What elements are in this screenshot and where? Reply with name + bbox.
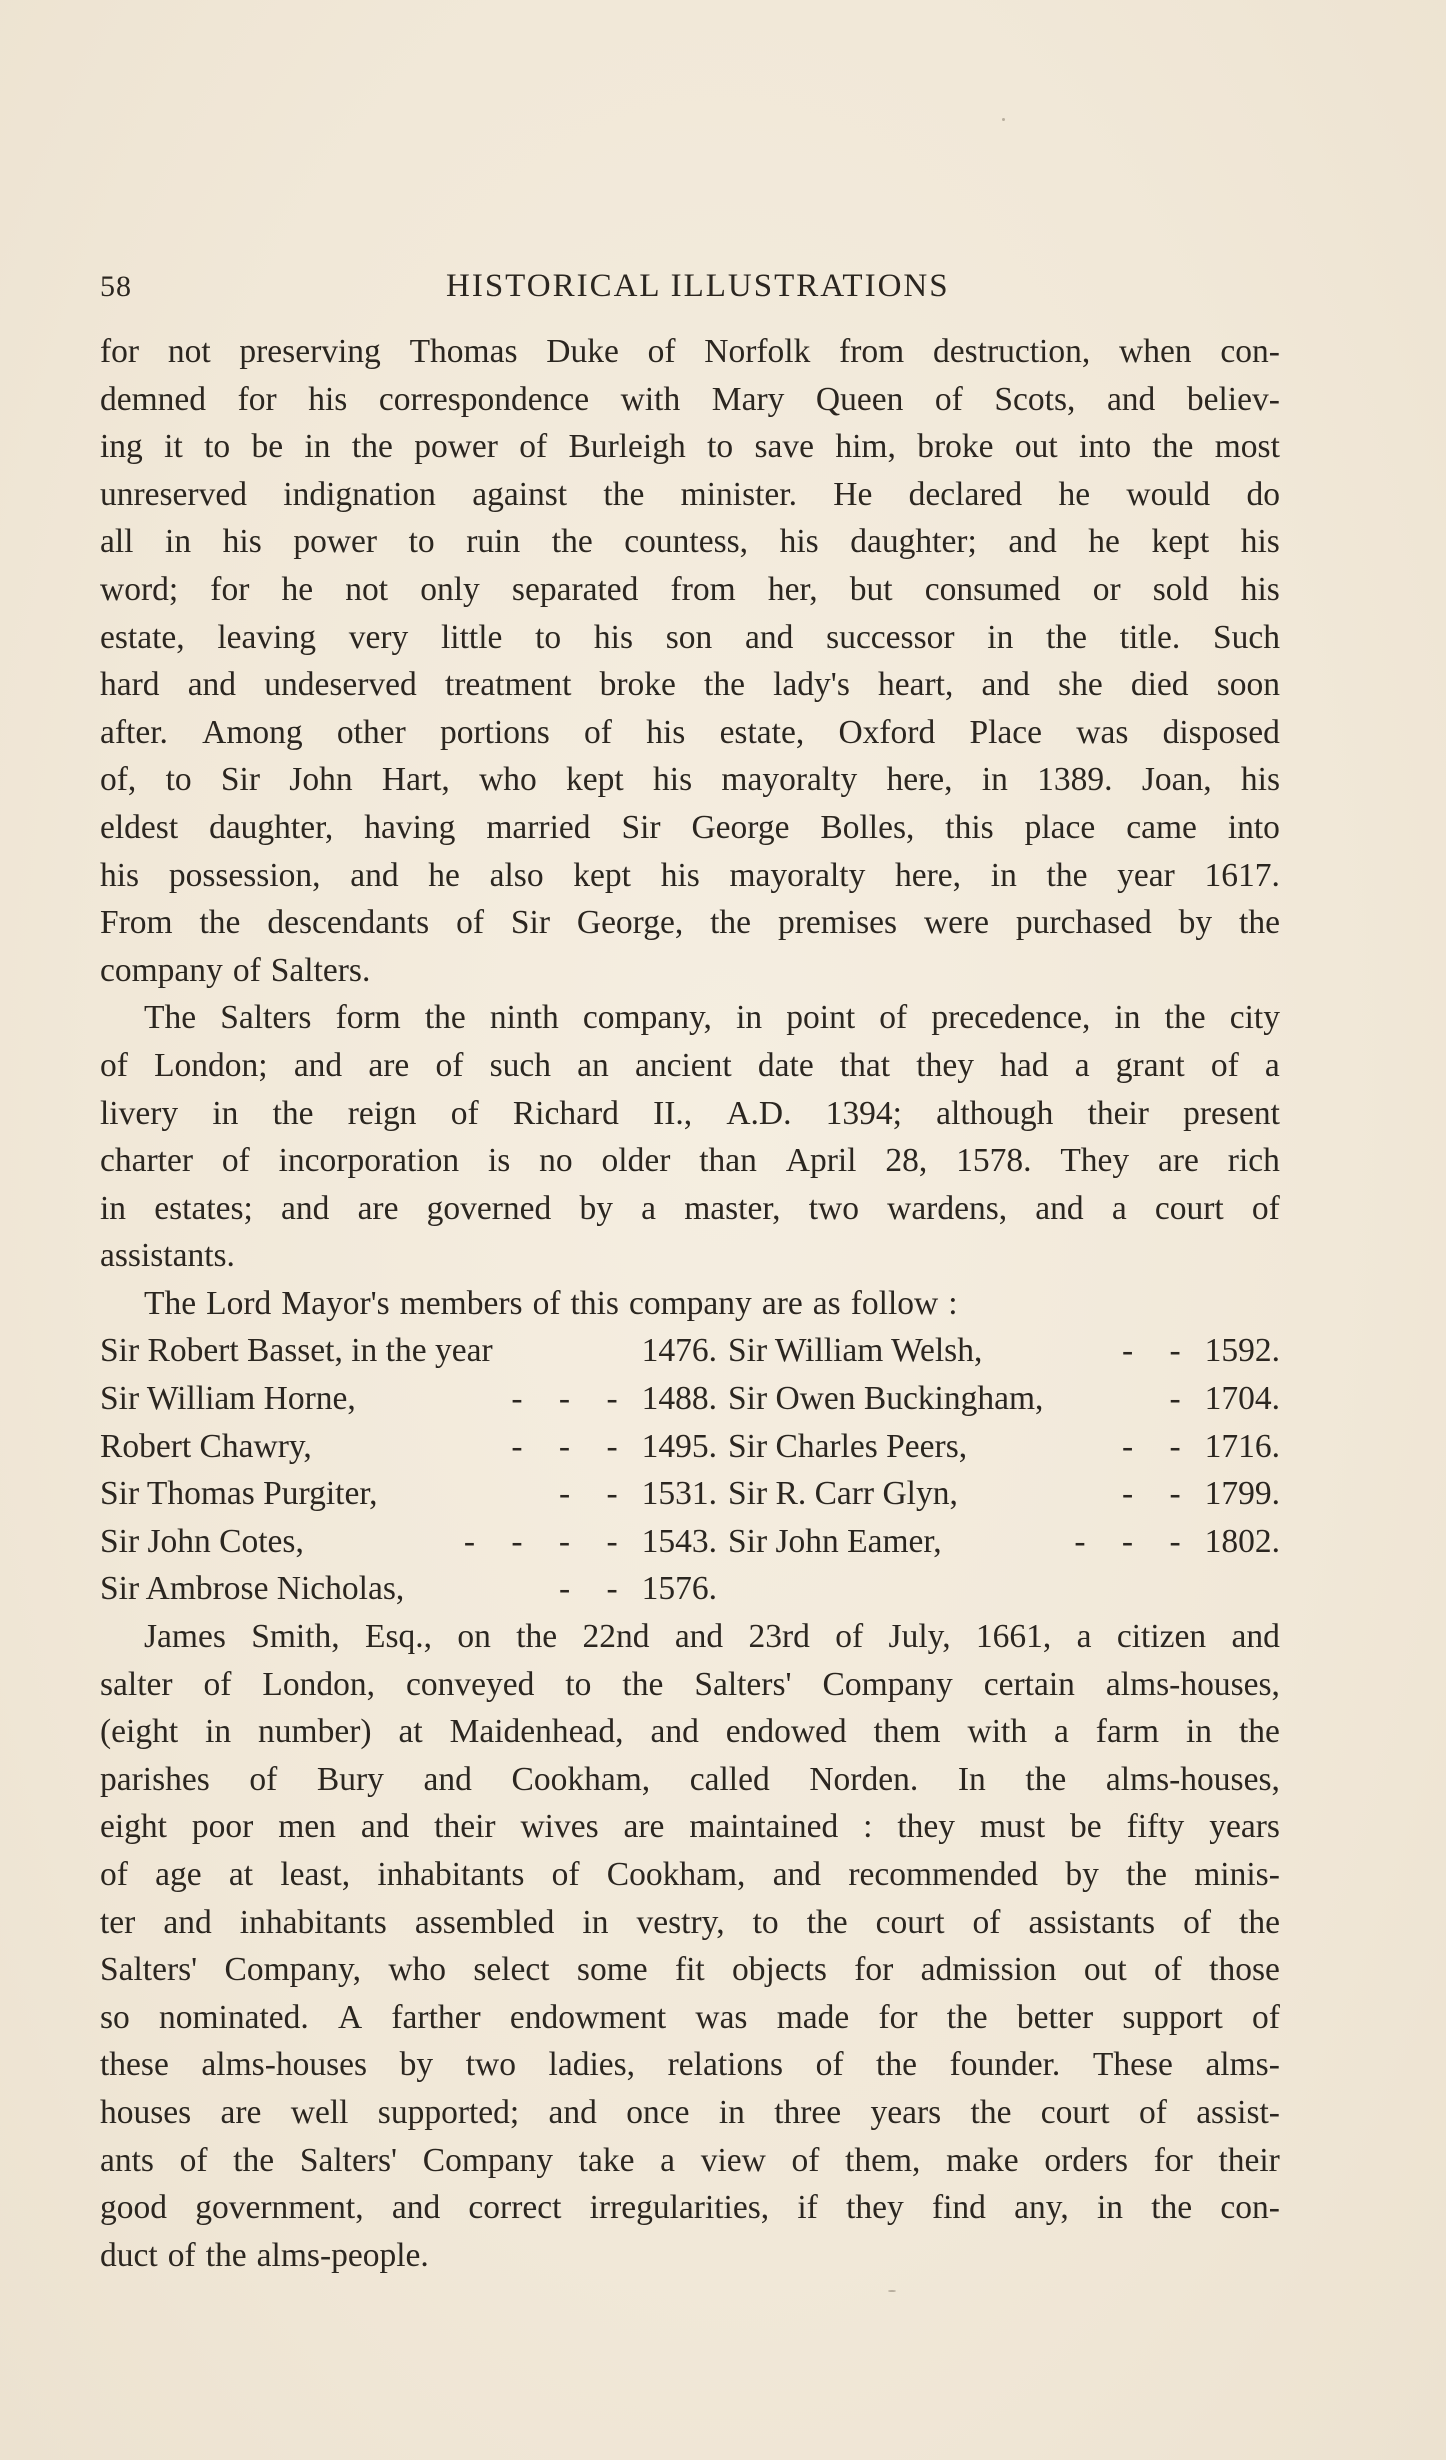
paragraph-1-line: hard and undeserved treatment broke the lady's heart, and she died soon — [100, 666, 1280, 704]
mayor-dashes: - - - — [511, 1380, 632, 1418]
paragraph-3-line: (eight in number) at Maidenhead, and endowed them with a farm in the — [100, 1713, 1280, 1751]
mayor-year: 1543. — [641, 1522, 717, 1560]
paragraph-3-line: parishes of Bury and Cookham, called Norden. In the alms-houses, — [100, 1760, 1280, 1798]
paragraph-3-line: James Smith, Esq., on the 22nd and 23rd of July, 1661, a citizen and — [144, 1618, 1280, 1656]
paragraph-1-line: unreserved indignation against the minister. He declared he would do — [100, 475, 1280, 513]
paragraph-2-line: of London; and are of such an ancient date that they had a grant of a — [100, 1046, 1280, 1084]
mayor-list-row — [100, 1565, 1280, 1613]
paragraph-3-line: ter and inhabitants assembled in vestry, to the court of assistants of the — [100, 1903, 1280, 1941]
paragraph-2-line: charter of incorporation is no older than April 28, 1578. They are rich — [100, 1142, 1280, 1180]
mayor-entry — [728, 1375, 1280, 1423]
paragraph-3-line: these alms-houses by two ladies, relations of the founder. These alms- — [100, 2046, 1280, 2084]
mayor-year: 1476. — [641, 1332, 717, 1370]
paragraph-1-line: company of Salters. — [100, 951, 371, 989]
paragraph-1-line: ing it to be in the power of Burleigh to save him, broke out into the most — [100, 428, 1280, 466]
mayor-year: 1488. — [641, 1380, 717, 1418]
mayor-year: 1799. — [1204, 1475, 1280, 1513]
paragraph-3-line: ants of the Salters' Company take a view of them, make orders for their — [100, 2141, 1280, 2179]
paragraph-2-line: in estates; and are governed by a master, two wardens, and a court of — [100, 1189, 1280, 1227]
mayor-dashes: - - — [558, 1475, 632, 1513]
mayor-entry — [728, 1327, 1280, 1375]
mayor-dashes — [493, 1327, 642, 1375]
mayor-dashes: - - — [558, 1570, 632, 1608]
mayor-name: Sir William Welsh, — [728, 1332, 983, 1370]
mayor-list-row — [100, 1470, 1280, 1518]
paragraph-1-line: after. Among other portions of his estate, Oxford Place was disposed — [100, 713, 1280, 751]
mayor-dashes: - - - — [1074, 1522, 1195, 1560]
mayor-dashes: - - - - — [463, 1522, 632, 1560]
mayor-dashes: - - — [1121, 1475, 1195, 1513]
paragraph-3-line: houses are well supported; and once in three years the court of assist- — [100, 2093, 1280, 2131]
mayor-entry — [728, 1423, 1280, 1471]
mayor-name: Sir John Cotes, — [100, 1522, 304, 1560]
mayor-name: Sir R. Carr Glyn, — [728, 1475, 958, 1513]
mayor-year: 1576. — [641, 1570, 717, 1608]
paragraph-3-line: Salters' Company, who select some fit objects for admission out of those — [100, 1951, 1280, 1989]
paragraph-3-line: salter of London, conveyed to the Salters' Company certain alms-houses, — [100, 1665, 1280, 1703]
mayor-year: 1704. — [1204, 1380, 1280, 1418]
mayor-list-row — [100, 1375, 1280, 1423]
mayor-entry — [100, 1423, 717, 1471]
mayor-list-row — [100, 1518, 1280, 1566]
mayor-name: Sir Robert Basset, in the year — [100, 1332, 493, 1370]
mayor-year: 1495. — [641, 1427, 717, 1465]
mayor-entry — [100, 1565, 717, 1613]
mayor-dashes: - - - — [511, 1427, 632, 1465]
mayor-dashes: - — [1169, 1380, 1195, 1418]
mayor-entry — [100, 1518, 717, 1566]
paragraph-3-line: so nominated. A farther endowment was made for the better support of — [100, 1998, 1280, 2036]
mayor-entry — [100, 1470, 717, 1518]
paragraph-1-line: eldest daughter, having married Sir George Bolles, this place came into — [100, 808, 1280, 846]
mayor-year: 1802. — [1204, 1522, 1280, 1560]
paragraph-1-line: estate, leaving very little to his son and successor in the title. Such — [100, 618, 1280, 656]
mayor-dashes: - - — [1121, 1332, 1195, 1370]
mayor-dashes: - - — [1121, 1427, 1195, 1465]
paragraph-2-line: The Salters form the ninth company, in point of precedence, in the city — [144, 999, 1280, 1037]
paragraph-1-line: his possession, and he also kept his mayoralty here, in the year 1617. — [100, 856, 1280, 894]
mayor-year: 1716. — [1204, 1427, 1280, 1465]
paragraph-1-line: of, to Sir John Hart, who kept his mayoralty here, in 1389. Joan, his — [100, 761, 1280, 799]
mayor-name: Robert Chawry, — [100, 1427, 312, 1465]
running-title: HISTORICAL ILLUSTRATIONS — [446, 268, 950, 304]
paragraph-3-line: duct of the alms-people. — [100, 2236, 429, 2274]
page-header — [100, 262, 1280, 312]
mayor-name: Sir Ambrose Nicholas, — [100, 1570, 405, 1608]
mayor-entry — [100, 1327, 717, 1375]
list-intro: The Lord Mayor's members of this company are as follow : — [144, 1284, 958, 1322]
paragraph-1-line: From the descendants of Sir George, the premises were purchased by the — [100, 904, 1280, 942]
mayor-entry — [100, 1375, 717, 1423]
mayor-name: Sir John Eamer, — [728, 1522, 942, 1560]
paragraph-1-line: demned for his correspondence with Mary Queen of Scots, and believ- — [100, 380, 1280, 418]
mayor-year: 1592. — [1204, 1332, 1280, 1370]
mayor-entry — [728, 1470, 1280, 1518]
paragraph-1-line: word; for he not only separated from her, but consumed or sold his — [100, 570, 1280, 608]
page-number: 58 — [100, 270, 132, 303]
mayor-name: Sir William Horne, — [100, 1380, 356, 1418]
mayor-list-row — [100, 1423, 1280, 1471]
mayor-name: Sir Owen Buckingham, — [728, 1380, 1044, 1418]
paragraph-1-line: for not preserving Thomas Duke of Norfolk from destruction, when con- — [100, 333, 1280, 370]
paragraph-2-line: assistants. — [100, 1237, 235, 1275]
paragraph-3-line: eight poor men and their wives are maintained : they must be fifty years — [100, 1808, 1280, 1846]
body-text — [100, 328, 1280, 2279]
paragraph-3-line: good government, and correct irregularities, if they find any, in the con- — [100, 2189, 1280, 2227]
mayor-entry — [728, 1518, 1280, 1566]
paragraph-1-line: all in his power to ruin the countess, his daughter; and he kept his — [100, 523, 1280, 561]
paragraph-3-line: of age at least, inhabitants of Cookham, and recommended by the minis- — [100, 1856, 1280, 1893]
mayor-year: 1531. — [641, 1475, 717, 1513]
mayor-list-row — [100, 1327, 1280, 1375]
mayor-name: Sir Charles Peers, — [728, 1427, 968, 1465]
paragraph-2-line: livery in the reign of Richard II., A.D. 1394; although their present — [100, 1094, 1280, 1132]
mayor-name: Sir Thomas Purgiter, — [100, 1475, 378, 1513]
